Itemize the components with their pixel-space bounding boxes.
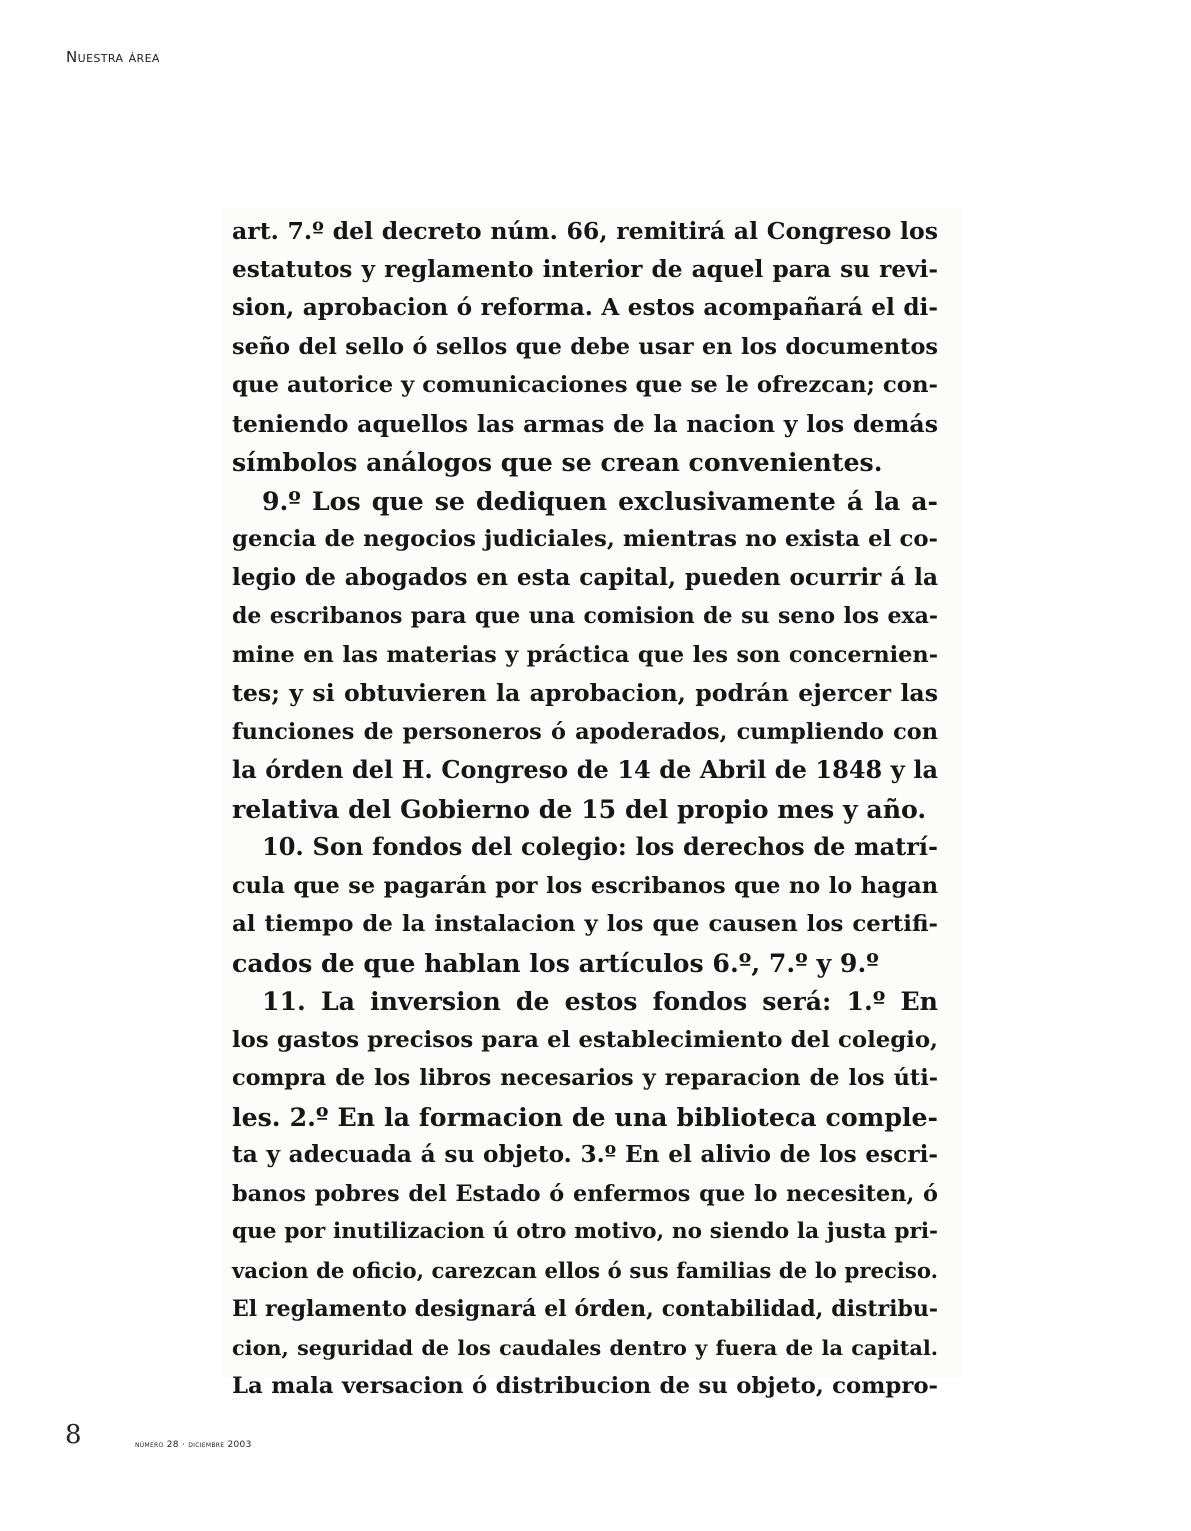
text-line: funciones de personeros ó apoderados, cumpliendo con [232,718,938,745]
text-line: cula que se pagarán por los escribanos que no lo hagan [232,872,938,899]
text-line: 10. Son fondos del colegio: los derechos de matrí- [262,832,938,861]
section-header: Nuestra área [66,48,160,66]
text-line: art. 7.º del decreto núm. 66, remitirá al Congreso los [232,217,938,245]
text-line: cion, seguridad de los caudales dentro y fuera de la capital. [232,1334,938,1360]
text-line: cados de que hablan los artículos 6.º, 7.º y 9.º [232,947,879,978]
text-line: banos pobres del Estado ó enfermos que lo necesiten, ó [232,1180,938,1207]
text-line: mine en las materias y práctica que les son concernien- [232,641,938,668]
text-line: 11. La inversion de estos fondos será: 1.º En [262,986,938,1016]
text-line: sion, aprobacion ó reforma. A estos acompañará el di- [232,294,938,321]
text-line: que por inutilizacion ú otro motivo, no siendo la justa pri- [232,1219,938,1244]
issue-info: número 28 · diciembre 2003 [135,1440,252,1450]
text-line: relativa del Gobierno de 15 del propio mes y año. [232,793,927,824]
text-line: de escribanos para que una comision de su seno los exa- [232,603,938,629]
text-line: los gastos precisos para el establecimiento del colegio, [232,1026,938,1053]
text-line: símbolos análogos que se crean convenientes. [232,447,883,477]
text-line: ta y adecuada á su objeto. 3.º En el alivio de los escri- [232,1141,938,1168]
text-line: legio de abogados en esta capital, pueden ocurrir á la [232,563,938,591]
text-line: compra de los libros necesarios y reparacion de los úti- [232,1065,938,1091]
text-line: gencia de negocios judiciales, mientras no exista el co- [232,526,938,552]
text-line: seño del sello ó sellos que debe usar en los documentos [232,333,938,360]
text-line: La mala versacion ó distribucion de su objeto, compro- [232,1373,938,1399]
text-line: teniendo aquellos las armas de la nacion y los demás [232,409,938,438]
text-line: les. 2.º En la formacion de una biblioteca comple- [232,1101,938,1132]
text-line: El reglamento designará el órden, contabilidad, distribu- [232,1296,938,1322]
text-line: que autorice y comunicaciones que se le ofrezcan; con- [232,372,938,398]
text-line: vacion de oficio, carezcan ellos ó sus familias de lo preciso. [232,1257,938,1283]
scanned-page-text [232,212,938,1406]
text-line: 9.º Los que se dediquen exclusivamente á la a- [262,485,938,516]
page-number: 8 [65,1420,82,1450]
text-line: al tiempo de la instalacion y los que causen los certifi- [232,911,938,937]
text-line: la órden del H. Congreso de 14 de Abril de 1848 y la [232,755,938,784]
text-line: estatutos y reglamento interior de aquel para su revi- [232,255,938,283]
text-line: tes; y si obtuvieren la aprobacion, podrán ejercer las [232,679,938,707]
